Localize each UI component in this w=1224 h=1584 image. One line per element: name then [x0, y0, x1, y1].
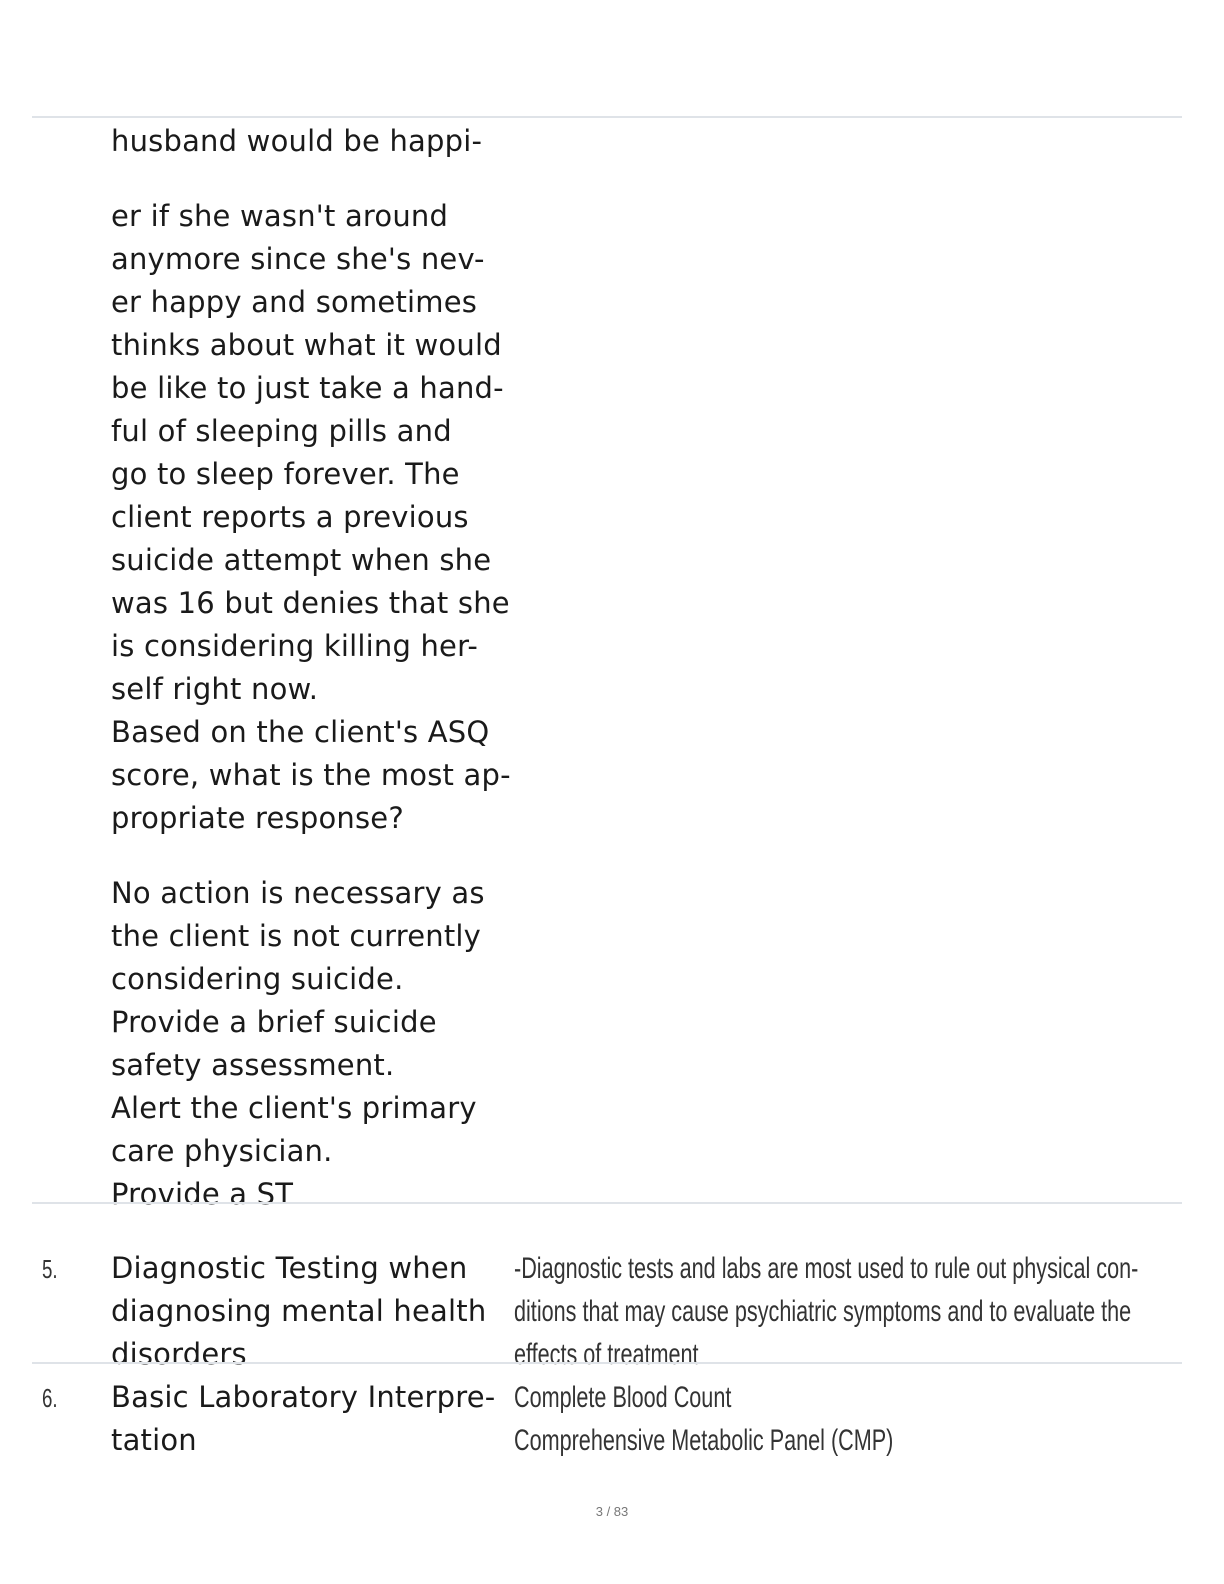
question-line: go to sleep forever. The — [111, 457, 460, 491]
definition-line: -Diagnostic tests and labs are most used to rule out physical con- — [514, 1252, 1139, 1285]
answer-option-line: the client is not currently — [111, 919, 482, 953]
question-line: be like to just take a hand- — [111, 371, 504, 405]
question-line: husband would be happi- — [111, 124, 483, 158]
definition-diagnostic-testing — [514, 1247, 1162, 1376]
row-divider — [32, 1202, 1182, 1204]
answer-option-line: Provide a brief suicide — [111, 1005, 437, 1039]
answer-option-line: safety assessment. — [111, 1048, 395, 1082]
question-line: score, what is the most ap- — [111, 758, 511, 792]
term-basic-lab-interpretation — [111, 1376, 511, 1462]
term-line: Diagnostic Testing when — [111, 1251, 468, 1285]
page-indicator: 3 / 83 — [595, 1504, 629, 1519]
term-line: diagnosing mental health — [111, 1294, 487, 1328]
question-line: is considering killing her- — [111, 629, 479, 663]
answer-option-line: No action is necessary as — [111, 876, 485, 910]
term-line: tation — [111, 1423, 197, 1457]
row-number: 5. — [42, 1254, 58, 1284]
question-line: propriate response? — [111, 801, 404, 835]
question-line: suicide attempt when she — [111, 543, 492, 577]
definition-line: Complete Blood Count — [514, 1381, 732, 1414]
row-number: 6. — [42, 1383, 58, 1413]
definition-line: effects of treatment — [514, 1338, 699, 1371]
definition-basic-lab-interpretation — [514, 1376, 1162, 1462]
answer-option-line: considering suicide. — [111, 962, 404, 996]
answer-option-line: care physician. — [111, 1134, 333, 1168]
question-line: thinks about what it would — [111, 328, 502, 362]
answer-option-line: Alert the client's primary — [111, 1091, 477, 1125]
question-line: Based on the client's ASQ — [111, 715, 490, 749]
definition-line: Comprehensive Metabolic Panel (CMP) — [514, 1424, 894, 1457]
row-divider — [32, 1362, 1182, 1364]
answer-option-line: Provide a ST — [111, 1177, 294, 1211]
question-line: self right now. — [111, 672, 319, 706]
question-line: ful of sleeping pills and — [111, 414, 452, 448]
term-diagnostic-testing — [111, 1247, 511, 1376]
question-line: was 16 but denies that she — [111, 586, 510, 620]
term-line: disorders — [111, 1337, 247, 1371]
question-line: er happy and sometimes — [111, 285, 478, 319]
row-divider — [32, 116, 1182, 118]
question-text-block — [111, 120, 511, 1216]
question-line: client reports a previous — [111, 500, 469, 534]
question-line: er if she wasn't around — [111, 199, 449, 233]
term-line: Basic Laboratory Interpre- — [111, 1380, 496, 1414]
definition-line: ditions that may cause psychiatric symptoms and to evaluate the — [514, 1295, 1132, 1328]
question-line: anymore since she's nev- — [111, 242, 485, 276]
